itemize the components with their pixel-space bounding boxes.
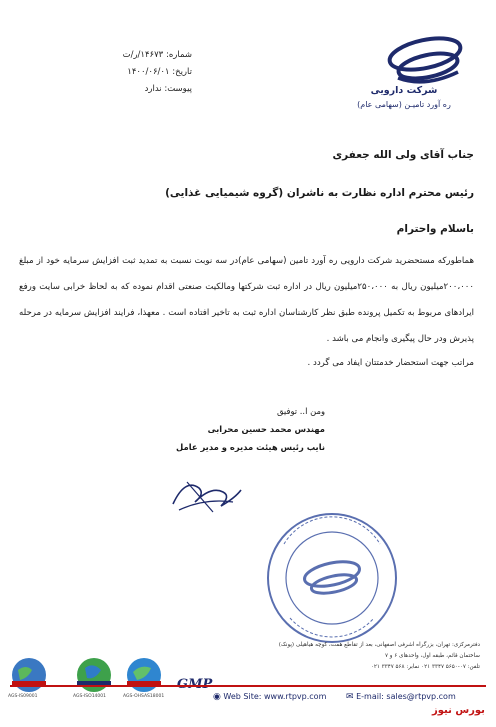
address-line-1: دفترمرکزی: تهران، بزرگراه اشرفی اصفهانی، بعد از تقاطع همت، کوچه هیاهیلی (پونک) (278, 642, 480, 648)
letter-date: تاریخ: ۱۴۰۰/۰۶/۰۱ (127, 67, 192, 77)
signature-block (95, 402, 325, 456)
letter-closing: مراتب جهت استحضار خدمتتان ایفاد می گردد . (307, 358, 474, 368)
letter-number: شماره: ۱۴۶۷۳/ر/ت (122, 50, 192, 60)
email-text: E-mail: sales@rtpvp.com (356, 692, 456, 701)
company-stamp-icon (262, 508, 402, 648)
mail-icon: ✉ (346, 692, 354, 702)
globe-icon (123, 656, 165, 694)
footer-contact (0, 690, 496, 710)
website-link[interactable] (213, 692, 326, 702)
cert-label: AGS-OHSAS18001 (123, 694, 165, 699)
watermark-logo: بورس نیوز (432, 705, 485, 716)
letter-body: هماطورکه مستحضرید شرکت دارویی ره آورد تامین (سهامی عام)در سه نوبت نسبت به تمدید ثبت افزایش سرمایه خود از مبلغ ۲۰۰،۰۰۰میلیون ریال به ۲۵۰،۰۰۰میلیون ریال در اداره ثبت شرکتها ومالکیت صنعتی اقدام نموده که به لحاظ خرابی سایت ورفع ایرادهای مربوط به تکمیل پرونده طبق نظر کارشناسان اداره ثبت به تاخیر افتاده است . معهذا، فرایند افزایش سرمایه در مرحله پذیرش ودر حال پیگیری وانجام می باشد . (19, 256, 475, 344)
greeting: باسلام واحترام (396, 223, 474, 235)
globe-icon (73, 656, 115, 694)
company-logo-icon (380, 32, 470, 92)
signature-salutation: ومن ا.. توفیق (276, 406, 325, 416)
cert-label: AGS-ISO14001 (73, 694, 107, 699)
signatory-name: مهندس محمد حسین محرابی (207, 424, 325, 434)
phone-line: تلفن: ۰۷-۵۶۵۰ ۳۳۴۷ ۰۲۱ نمابر: ۵۶۸ ۳۳۴۷ ۰۲۱ (370, 664, 480, 670)
footer-divider (10, 685, 486, 687)
address-line-2: ساختمان قائم، طبقه اول، واحدهای ۶ و ۷ (384, 653, 480, 659)
globe-icon (8, 656, 50, 694)
website-text: Web Site: www.rtpvp.com (223, 692, 327, 701)
recipient-title: رئیس محترم اداره نظارت به ناشران (گروه شیمیایی غذایی) (165, 187, 474, 199)
email-link[interactable] (346, 692, 456, 702)
company-subtitle: ره آورد تامیـن (سهامی عام) (357, 100, 451, 109)
signatory-title: نایب رئیس هیئت مدیره و مدیر عامل (176, 442, 325, 452)
handwritten-signature-icon (165, 468, 245, 518)
recipient-name: جناب آقای ولی الله جعفری (332, 149, 474, 161)
globe-icon: ◉ (213, 692, 221, 702)
footer-address (230, 640, 480, 673)
cert-label: AGS-IS09001 (8, 694, 38, 699)
company-name: شرکت دارویی (370, 85, 438, 96)
letter-attachment: پیوست: ندارد (144, 84, 192, 94)
letter-meta (52, 47, 192, 98)
company-name-block (334, 84, 474, 112)
